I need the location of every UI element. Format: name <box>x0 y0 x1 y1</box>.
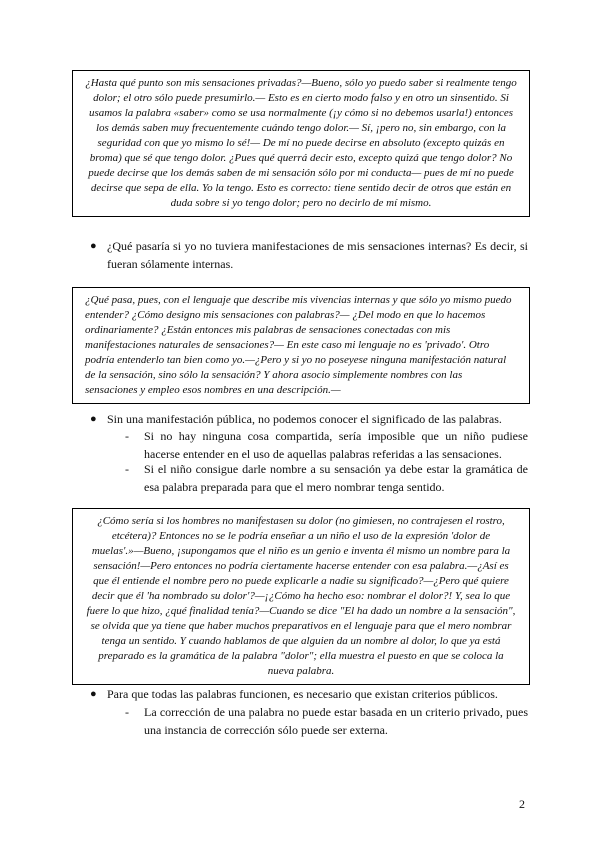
quote-box-1 <box>72 70 530 217</box>
subpoint-2 <box>125 461 528 496</box>
subpoint-3 <box>125 704 528 739</box>
subpoint-text-2: Si el niño consigue darle nombre a su sensación ya debe estar la gramática de esa palabra preparada para que el mero nombrar tenga sentido. <box>144 462 528 494</box>
bullet-item-2 <box>90 411 528 429</box>
quote-text-2: ¿Qué pasa, pues, con el lenguaje que describe mis vivencias internas y que sólo yo mismo puedo entender? ¿Cómo designo mis sensaciones con palabras?— ¿Del modo en que lo hacemos ordinariamente? ¿Están entonces mis palabras de sensaciones conectadas con mis manifestaciones naturales de sensaciones?— En este caso mi lenguaje no es 'privado'. Otro podría entenderlo tan bien como yo.—¿Pero y si yo no poseyese ninguna manifestación natural de la sensación, sino sólo la sensación? Y ahora asocio simplemente nombres con las sensaciones y empleo esos nombres en una descripción.— <box>85 294 512 396</box>
bullet-item-3 <box>90 686 528 704</box>
quote-box-3 <box>72 508 530 685</box>
page-number: 2 <box>519 797 525 811</box>
bullet-text-3: Para que todas las palabras funcionen, es necesario que existan criterios públicos. <box>107 687 498 701</box>
quote-text-1: ¿Hasta qué punto son mis sensaciones privadas?—Bueno, sólo yo puedo saber si realmente tengo dolor; el otro sólo puede presumirlo.— Esto es en cierto modo falso y en otro un sinsentido. Si usamos la palabra «saber» como se usa normalmente (¡y cómo si no debemos usarla!) entonces los demás saben muy frecuentemente cuándo tengo dolor.— Sí, ¡pero no, sin embargo, con la seguridad con que yo mismo lo sé!— De mí no puede decirse en absoluto (excepto quizás en broma) que sé que tengo dolor. ¿Pues qué querrá decir esto, excepto quizá que tengo dolor? No puede decirse que los demás saben de mi sensación sólo por mi conducta— pues de mí no puede decirse que sepa de ella. Yo la tengo. Esto es correcto: tiene sentido decir de otros que están en duda sobre si yo tengo dolor; pero no decirlo de mí mismo. <box>85 77 517 209</box>
quote-text-3: ¿Cómo sería si los hombres no manifestasen su dolor (no gimiesen, no contrajesen el rostro, etcétera)? Entonces no se le podría enseñar a un niño el uso de la expresión 'dolor de muelas'.»—Bueno, ¡supongamos que el niño es un genio e inventa él mismo un nombre para la sensación!—Pero entonces no podría ciertamente hacerse entender con esa palabra.—¿Así es que él entiende el nombre pero no puede explicarle a nadie su significado?—¿Pero qué quiere decir que él 'ha nombrado su dolor'?—¡¿Cómo ha hecho eso: nombrar el dolor?! Y, sea lo que fuere lo que hizo, ¿qué finalidad tenía?—Cuando se dice "El ha dado un nombre a la sensación", se olvida que ya tiene que haber muchos preparativos en el lenguaje para que el mero nombrar tenga un sentido. Y cuando hablamos de que alguien da un nombre al dolor, lo que ya está preparado es la gramática de la palabra "dolor"; ella muestra el puesto en que se coloca la nueva palabra. <box>86 515 516 677</box>
dash-marker: - <box>125 462 129 476</box>
subpoint-1 <box>125 428 528 463</box>
bullet-item-1 <box>90 238 528 273</box>
bullet-text-2: Sin una manifestación pública, no podemos conocer el significado de las palabras. <box>107 412 502 426</box>
quote-box-2 <box>72 287 530 404</box>
dash-marker: - <box>125 705 129 719</box>
dash-marker: - <box>125 429 129 443</box>
bullet-dot-icon: ● <box>90 240 97 252</box>
bullet-dot-icon: ● <box>90 413 97 425</box>
subpoint-text-3: La corrección de una palabra no puede estar basada en un criterio privado, pues una instancia de corrección sólo puede ser externa. <box>144 705 528 737</box>
bullet-dot-icon: ● <box>90 688 97 700</box>
subpoint-text-1: Si no hay ninguna cosa compartida, sería imposible que un niño pudiese hacerse entender en el uso de aquellas palabras referidas a las sensaciones. <box>144 429 528 461</box>
bullet-text-1: ¿Qué pasaría si yo no tuviera manifestaciones de mis sensaciones internas? Es decir, si fueran sólamente internas. <box>107 239 528 271</box>
